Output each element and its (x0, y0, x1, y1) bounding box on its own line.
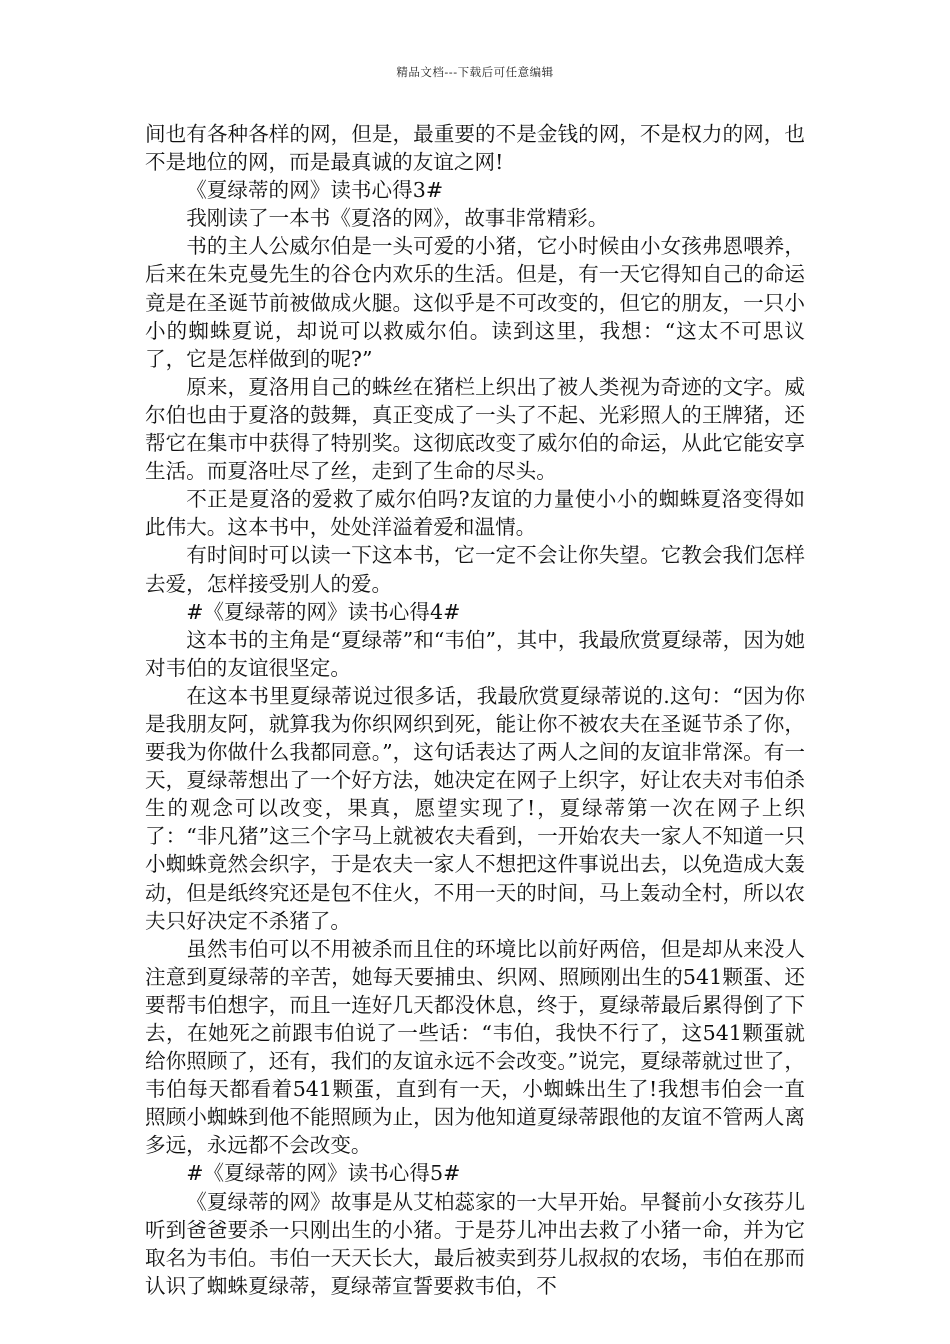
section-heading-4: #《夏绿蒂的网》读书心得4# (186, 599, 461, 624)
section-heading-5: #《夏绿蒂的网》读书心得5# (186, 1161, 461, 1186)
paragraph: 不正是夏洛的爱救了威尔伯吗?友谊的力量使小小的蜘蛛夏洛变得如此伟大。这本书中，处处洋溢着爱和温情。 (145, 487, 805, 540)
paragraph: 虽然韦伯可以不用被杀而且住的环境比以前好两倍，但是却从来没人注意到夏绿蒂的辛苦，她每天要捕虫、织网、照顾刚出生的541颗蛋、还要帮韦伯想字，而且一连好几天都没休息，终于，夏绿蒂最后累得倒了下去，在她死之前跟韦伯说了一些话：“韦伯，我快不行了，这541颗蛋就给你照顾了，还有，我们的友谊永远不会改变。”说完，夏绿蒂就过世了，韦伯每天都看着541颗蛋，直到有一天，小蜘蛛出生了!我想韦伯会一直照顾小蜘蛛到他不能照顾为止，因为他知道夏绿蒂跟他的友谊不管两人离多远，永远都不会改变。 (145, 936, 805, 1158)
paragraph: 在这本书里夏绿蒂说过很多话，我最欣赏夏绿蒂说的.这句：“因为你是我朋友阿，就算我为你织网织到死，能让你不被农夫在圣诞节杀了你，要我为你做什么我都同意。”，这句话表达了两人之间的友谊非常深。有一天，夏绿蒂想出了一个好方法，她决定在网子上织字，好让农夫对韦伯杀生的观念可以改变，果真，愿望实现了!，夏绿蒂第一次在网子上织了：“非凡猪”这三个字马上就被农夫看到，一开始农夫一家人不知道一只小蜘蛛竟然会织字，于是农夫一家人不想把这件事说出去，以免造成大轰动，但是纸终究还是包不住火，不用一天的时间，马上轰动全村，所以农夫只好决定不杀猪了。 (145, 683, 805, 933)
document-body (145, 120, 805, 1300)
paragraph: 《夏绿蒂的网》故事是从艾柏蕊家的一大早开始。早餐前小女孩芬儿听到爸爸要杀一只刚出生的小猪。于是芬儿冲出去救了小猪一命，并为它取名为韦伯。韦伯一天天长大，最后被卖到芬儿叔叔的农场，韦伯在那而认识了蜘蛛夏绿蒂，夏绿蒂宣誓要救韦伯，不 (145, 1189, 805, 1298)
paragraph-continued: 间也有各种各样的网，但是，最重要的不是金钱的网，不是权力的网，也不是地位的网，而是最真诚的友谊之网! (145, 122, 805, 175)
paragraph: 书的主人公威尔伯是一头可爱的小猪，它小时候由小女孩弗恩喂养，后来在朱克曼先生的谷仓内欢乐的生活。但是，有一天它得知自己的命运竟是在圣诞节前被做成火腿。这似乎是不可改变的，但它的朋友，一只小小的蜘蛛夏说，却说可以救威尔伯。读到这里，我想：“这太不可思议了，它是怎样做到的呢?” (145, 234, 805, 371)
page-header: 精品文档---下载后可任意编辑 (396, 65, 554, 79)
paragraph: 原来，夏洛用自己的蛛丝在猪栏上织出了被人类视为奇迹的文字。威尔伯也由于夏洛的鼓舞，真正变成了一头了不起、光彩照人的王牌猪，还帮它在集市中获得了特别奖。这彻底改变了威尔伯的命运，从此它能安享生活。而夏洛吐尽了丝，走到了生命的尽头。 (145, 374, 805, 484)
paragraph: 有时间时可以读一下这本书，它一定不会让你失望。它教会我们怎样去爱，怎样接受别人的爱。 (145, 543, 805, 596)
section-heading-3: 《夏绿蒂的网》读书心得3# (186, 178, 444, 203)
paragraph: 我刚读了一本书《夏洛的网》，故事非常精彩。 (186, 206, 609, 231)
paragraph: 这本书的主角是“夏绿蒂”和“韦伯”，其中，我最欣赏夏绿蒂，因为她对韦伯的友谊很坚定。 (145, 627, 805, 680)
